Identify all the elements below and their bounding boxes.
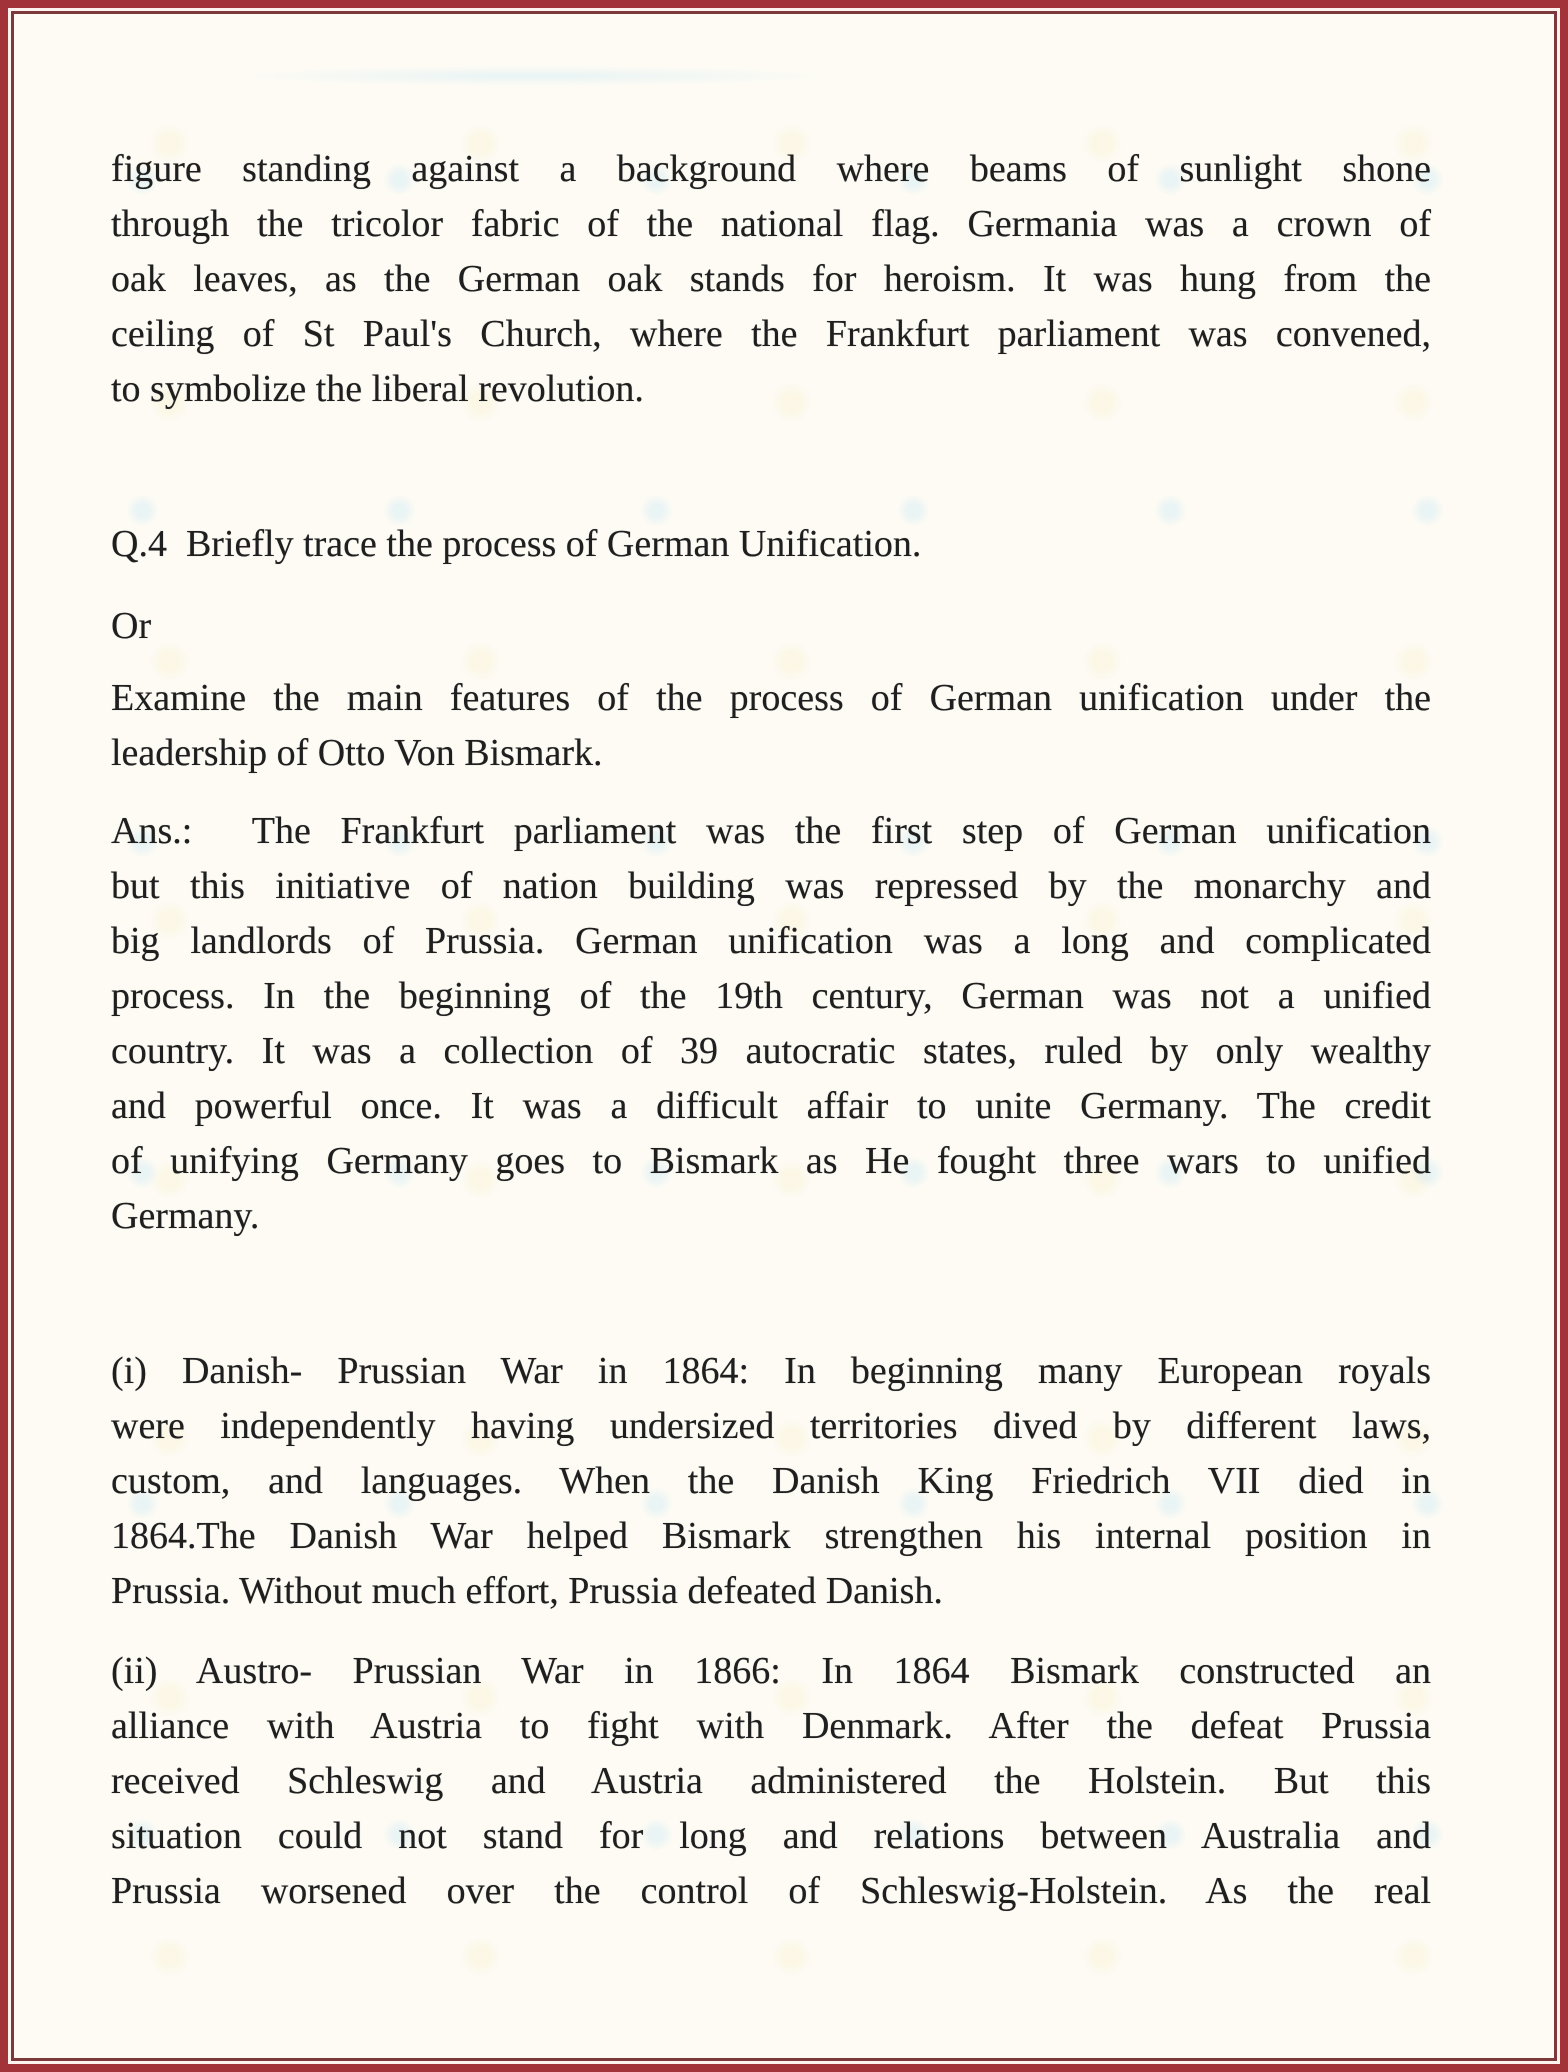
- paragraph-alternate-question: [111, 671, 1431, 781]
- text-line: country. It was a collection of 39 autocratic states, ruled by only wealthy: [111, 1030, 1431, 1072]
- text-line: Examine the main features of the process of German unification under the: [111, 677, 1431, 719]
- text-line: Germany.: [111, 1195, 260, 1237]
- page-border-frame: [8, 8, 1560, 2064]
- text-line: leadership of Otto Von Bismark.: [111, 732, 603, 774]
- text-line: were independently having undersized territories dived by different laws,: [111, 1405, 1431, 1447]
- text-line: to symbolize the liberal revolution.: [111, 368, 644, 410]
- paragraph-answer: [111, 804, 1431, 1244]
- text-line: (i) Danish- Prussian War in 1864: In beginning many European royals: [111, 1350, 1431, 1392]
- paragraph-austro-prussian-war: [111, 1644, 1431, 1919]
- text-line: situation could not stand for long and relations between Australia and: [111, 1815, 1431, 1857]
- text-line: oak leaves, as the German oak stands for heroism. It was hung from the: [111, 258, 1431, 300]
- text-line: Prussia worsened over the control of Schleswig-Holstein. As the real: [111, 1870, 1431, 1912]
- text-line: but this initiative of nation building was repressed by the monarchy and: [111, 865, 1431, 907]
- paragraph-question-4: [111, 517, 1431, 572]
- text-line: process. In the beginning of the 19th century, German was not a unified: [111, 975, 1431, 1017]
- text-line: alliance with Austria to fight with Denmark. After the defeat Prussia: [111, 1705, 1431, 1747]
- paragraph-germania-intro: [111, 142, 1431, 417]
- text-line: and powerful once. It was a difficult affair to unite Germany. The credit: [111, 1085, 1431, 1127]
- paragraph-or: [111, 599, 1431, 654]
- question-heading: Q.4 Briefly trace the process of German Unification.: [111, 523, 922, 565]
- document-page: [11, 11, 1557, 2061]
- or-separator: Or: [111, 605, 152, 647]
- text-line: figure standing against a background where beams of sunlight shone: [111, 148, 1431, 190]
- text-line: of unifying Germany goes to Bismark as He fought three wars to unified: [111, 1140, 1431, 1182]
- text-line: 1864.The Danish War helped Bismark strengthen his internal position in: [111, 1515, 1431, 1557]
- paragraph-danish-prussian-war: [111, 1344, 1431, 1619]
- text-line: Ans.: The Frankfurt parliament was the first step of German unification: [111, 810, 1431, 852]
- text-line: Prussia. Without much effort, Prussia defeated Danish.: [111, 1570, 943, 1612]
- text-line: (ii) Austro- Prussian War in 1866: In 1864 Bismark constructed an: [111, 1650, 1431, 1692]
- text-line: through the tricolor fabric of the national flag. Germania was a crown of: [111, 203, 1431, 245]
- text-line: received Schleswig and Austria administered the Holstein. But this: [111, 1760, 1431, 1802]
- text-line: big landlords of Prussia. German unification was a long and complicated: [111, 920, 1431, 962]
- text-line: ceiling of St Paul's Church, where the Frankfurt parliament was convened,: [111, 313, 1431, 355]
- text-line: custom, and languages. When the Danish King Friedrich VII died in: [111, 1460, 1431, 1502]
